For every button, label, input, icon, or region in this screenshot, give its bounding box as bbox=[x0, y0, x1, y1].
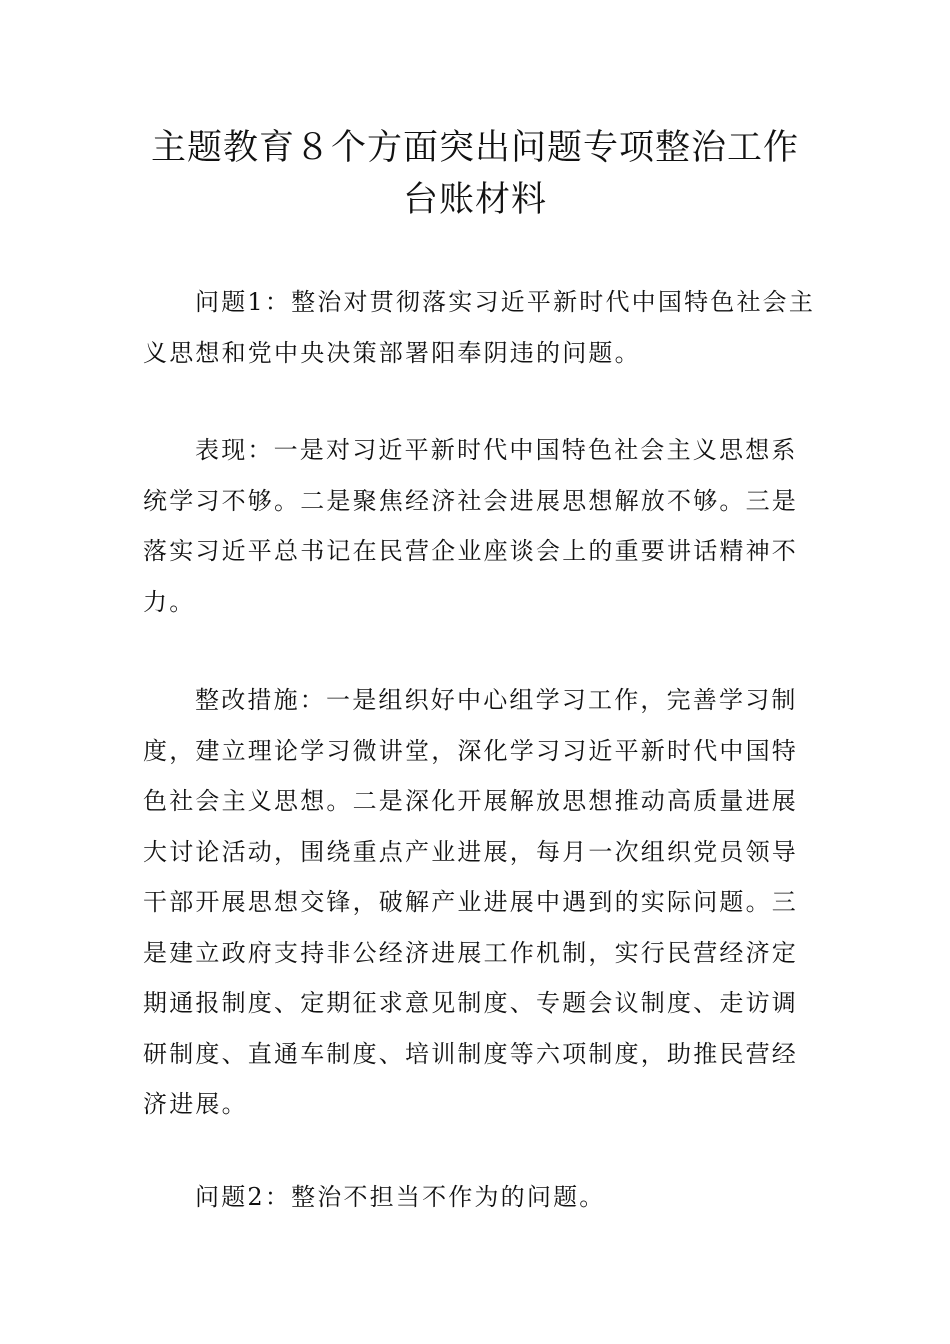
text-line: 期通报制度、定期征求意见制度、专题会议制度、走访调 bbox=[143, 989, 798, 1017]
text-line: 是建立政府支持非公经济进展工作机制，实行民营经济定 bbox=[143, 938, 798, 967]
text-line: 义思想和党中央决策部署阳奉阴违的问题。 bbox=[143, 338, 641, 367]
text-line: 力。 bbox=[143, 587, 196, 616]
text-line: 问题1：整治对贯彻落实习近平新时代中国特色社会主 bbox=[195, 288, 816, 316]
text-line: 大讨论活动，围绕重点产业进展，每月一次组织党员领导 bbox=[143, 837, 798, 866]
paragraph-manifestation bbox=[143, 425, 808, 627]
text-line: 济进展。 bbox=[143, 1090, 248, 1118]
text-line: 干部开展思想交锋，破解产业进展中遇到的实际问题。三 bbox=[143, 888, 798, 916]
paragraph-problem-2 bbox=[143, 1172, 808, 1223]
text-line: 表现：一是对习近平新时代中国特色社会主义思想系 bbox=[195, 436, 798, 464]
paragraph-problem-1 bbox=[143, 277, 816, 378]
paragraph-rectification-measures bbox=[143, 675, 808, 1130]
text-line: 统学习不够。二是聚焦经济社会进展思想解放不够。三是 bbox=[143, 486, 798, 515]
text-line: 色社会主义思想。二是深化开展解放思想推动高质量进展 bbox=[143, 787, 798, 815]
document-title bbox=[100, 122, 850, 226]
title-line: 主题教育８个方面突出问题专项整治工作 bbox=[150, 128, 799, 168]
text-line: 研制度、直通车制度、培训制度等六项制度，助推民营经 bbox=[143, 1039, 798, 1068]
text-line: 度，建立理论学习微讲堂，深化学习习近平新时代中国特 bbox=[143, 736, 798, 765]
title-line: 台账材料 bbox=[402, 180, 547, 220]
text-line: 问题2：整治不担当不作为的问题。 bbox=[195, 1183, 606, 1211]
text-line: 落实习近平总书记在民营企业座谈会上的重要讲话精神不 bbox=[143, 537, 798, 565]
text-line: 整改措施：一是组织好中心组学习工作，完善学习制 bbox=[195, 686, 798, 714]
